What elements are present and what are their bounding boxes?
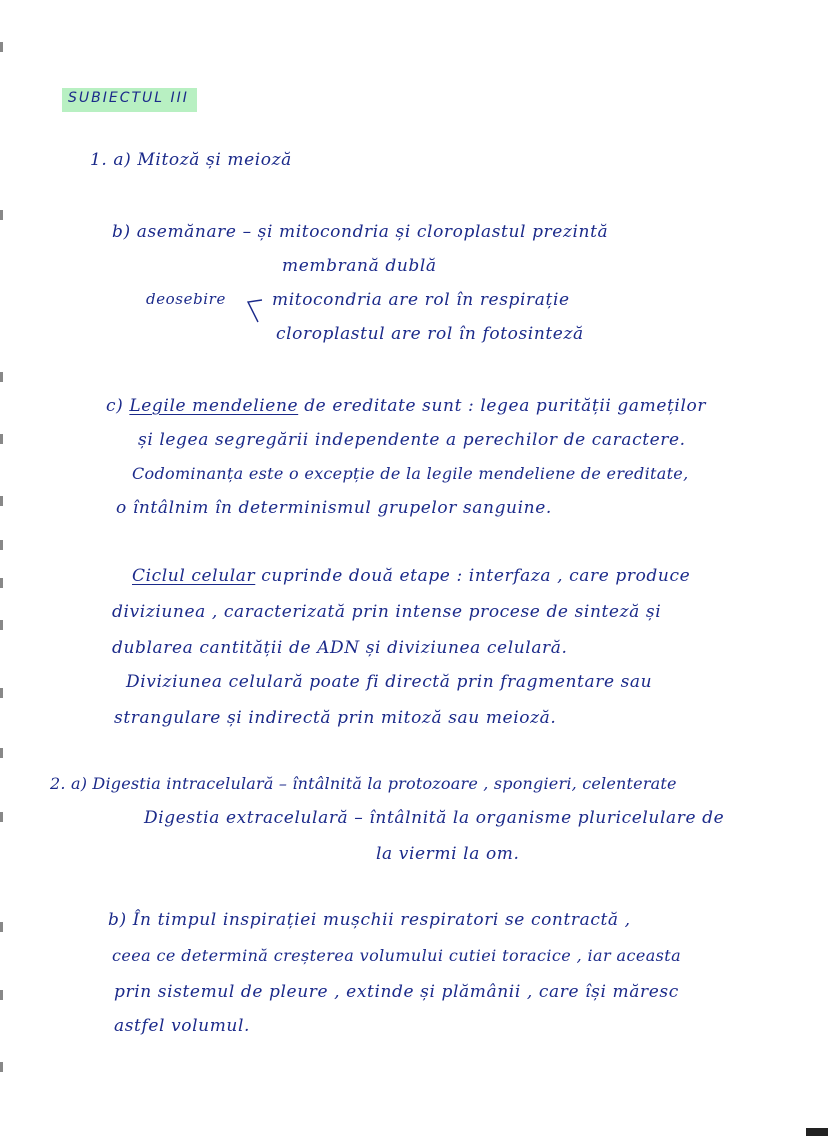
text-line: Diviziunea celulară poate fi directă prin fragmentare sau bbox=[126, 672, 653, 692]
scan-corner-mark bbox=[806, 1128, 828, 1136]
text-line: dublarea cantității de ADN și diviziunea celulară. bbox=[112, 638, 568, 658]
text-line: Ciclul celular cuprinde două etape : interfaza , care produce bbox=[132, 566, 691, 586]
page-title: SUBIECTUL III bbox=[62, 88, 197, 112]
text-line: 2. a) Digestia intracelulară – întâlnită la protozoare , spongieri, celenterate bbox=[50, 774, 677, 793]
scan-margin-mark bbox=[0, 1062, 3, 1072]
text-line: diviziunea , caracterizată prin intense procese de sinteză și bbox=[112, 602, 662, 622]
text-line: mitocondria are rol în respirație bbox=[272, 290, 570, 310]
scan-margin-mark bbox=[0, 496, 3, 506]
underlined-term: Ciclul celular bbox=[132, 566, 256, 586]
text-line: cloroplastul are rol în fotosinteză bbox=[276, 324, 584, 344]
scan-margin-mark bbox=[0, 922, 3, 932]
scan-margin-mark bbox=[0, 748, 3, 758]
scan-margin-mark bbox=[0, 990, 3, 1000]
text-line: la viermi la om. bbox=[376, 844, 520, 864]
scan-margin-mark bbox=[0, 812, 3, 822]
scan-margin-mark bbox=[0, 578, 3, 588]
scan-margin-mark bbox=[0, 210, 3, 220]
bracket-mark bbox=[244, 292, 264, 326]
text-line: b) asemănare – și mitocondria și cloroplastul prezintă bbox=[112, 222, 609, 242]
text-line: prin sistemul de pleure , extinde și plămânii , care își măresc bbox=[114, 982, 679, 1002]
text-line: Digestia extracelulară – întâlnită la organisme pluricelulare de bbox=[144, 808, 725, 828]
scan-margin-mark bbox=[0, 372, 3, 382]
text-line: deosebire bbox=[146, 290, 226, 308]
text-line: ceea ce determină creșterea volumului cutiei toracice , iar aceasta bbox=[112, 946, 682, 965]
scan-margin-mark bbox=[0, 540, 3, 550]
text-line: membrană dublă bbox=[282, 256, 437, 276]
text-line: b) În timpul inspirației mușchii respiratori se contractă , bbox=[108, 910, 631, 930]
scan-margin-mark bbox=[0, 620, 3, 630]
text-line: 1. a) Mitoză și meioză bbox=[90, 150, 292, 170]
text-line: și legea segregării independente a perechilor de caractere. bbox=[138, 430, 686, 450]
scan-margin-mark bbox=[0, 42, 3, 52]
underlined-term: Legile mendeliene bbox=[129, 396, 299, 416]
scan-margin-mark bbox=[0, 688, 3, 698]
text-line: c) Legile mendeliene de ereditate sunt : legea purității gameților bbox=[106, 396, 707, 416]
text-line: astfel volumul. bbox=[114, 1016, 251, 1036]
scan-margin-mark bbox=[0, 434, 3, 444]
text-line: strangulare și indirectă prin mitoză sau meioză. bbox=[114, 708, 557, 728]
text-line: Codominanța este o excepție de la legile mendeliene de ereditate, bbox=[132, 464, 689, 483]
text-line: o întâlnim în determinismul grupelor sanguine. bbox=[116, 498, 552, 518]
